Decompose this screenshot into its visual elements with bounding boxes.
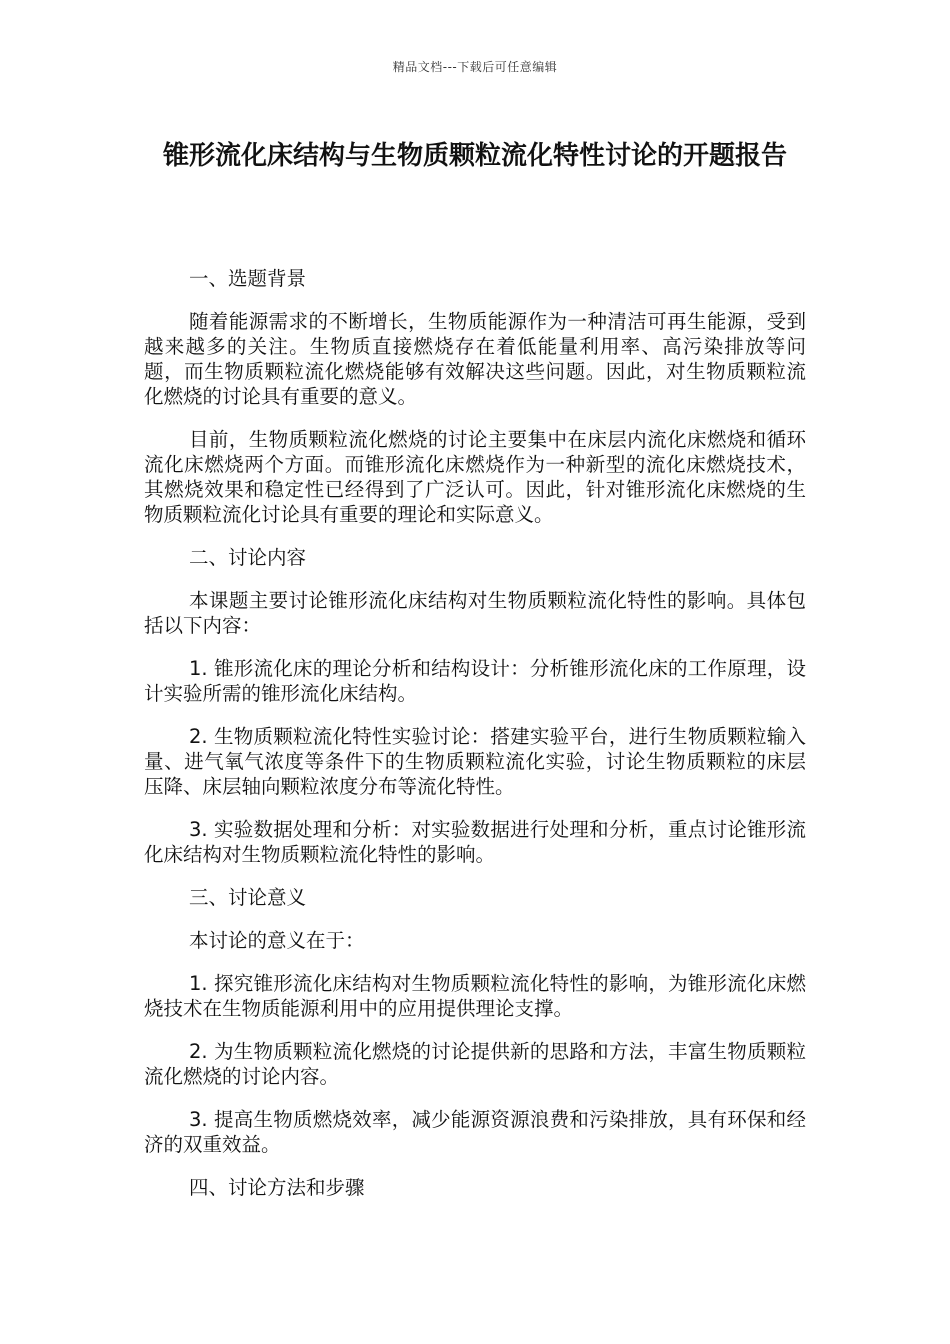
section-heading-content: 二、讨论内容 — [189, 546, 307, 569]
list-item: 2. 为生物质颗粒流化燃烧的讨论提供新的思路和方法，丰富生物质颗粒流化燃烧的讨论内容。 — [144, 1040, 806, 1088]
section-heading-methods: 四、讨论方法和步骤 — [189, 1176, 365, 1199]
paragraph: 本讨论的意义在于： — [189, 929, 365, 952]
section-heading-significance: 三、讨论意义 — [189, 886, 307, 909]
paragraph: 本课题主要讨论锥形流化床结构对生物质颗粒流化特性的影响。具体包括以下内容： — [144, 589, 806, 637]
header-note: 精品文档---下载后可任意编辑 — [392, 60, 558, 74]
list-item: 2. 生物质颗粒流化特性实验讨论：搭建实验平台，进行生物质颗粒输入量、进气氧气浓度等条件下的生物质颗粒流化实验，讨论生物质颗粒的床层压降、床层轴向颗粒浓度分布等流化特性。 — [144, 725, 806, 798]
list-item: 3. 提高生物质燃烧效率，减少能源资源浪费和污染排放，具有环保和经济的双重效益。 — [144, 1108, 806, 1156]
paragraph: 随着能源需求的不断增长，生物质能源作为一种清洁可再生能源，受到越来越多的关注。生物质直接燃烧存在着低能量利用率、高污染排放等问题，而生物质颗粒流化燃烧能够有效解决这些问题。因此，对生物质颗粒流化燃烧的讨论具有重要的意义。 — [144, 310, 806, 408]
list-item: 3. 实验数据处理和分析：对实验数据进行处理和分析，重点讨论锥形流化床结构对生物质颗粒流化特性的影响。 — [144, 818, 806, 866]
document-body — [144, 266, 806, 1218]
section-heading-background: 一、选题背景 — [189, 267, 307, 290]
paragraph: 目前，生物质颗粒流化燃烧的讨论主要集中在床层内流化床燃烧和循环流化床燃烧两个方面。而锥形流化床燃烧作为一种新型的流化床燃烧技术，其燃烧效果和稳定性已经得到了广泛认可。因此，针对锥形流化床燃烧的生物质颗粒流化讨论具有重要的理论和实际意义。 — [144, 428, 806, 526]
list-item: 1. 锥形流化床的理论分析和结构设计：分析锥形流化床的工作原理，设计实验所需的锥形流化床结构。 — [144, 657, 806, 705]
document-title: 锥形流化床结构与生物质颗粒流化特性讨论的开题报告 — [162, 141, 787, 171]
list-item: 1. 探究锥形流化床结构对生物质颗粒流化特性的影响，为锥形流化床燃烧技术在生物质能源利用中的应用提供理论支撑。 — [144, 972, 806, 1020]
